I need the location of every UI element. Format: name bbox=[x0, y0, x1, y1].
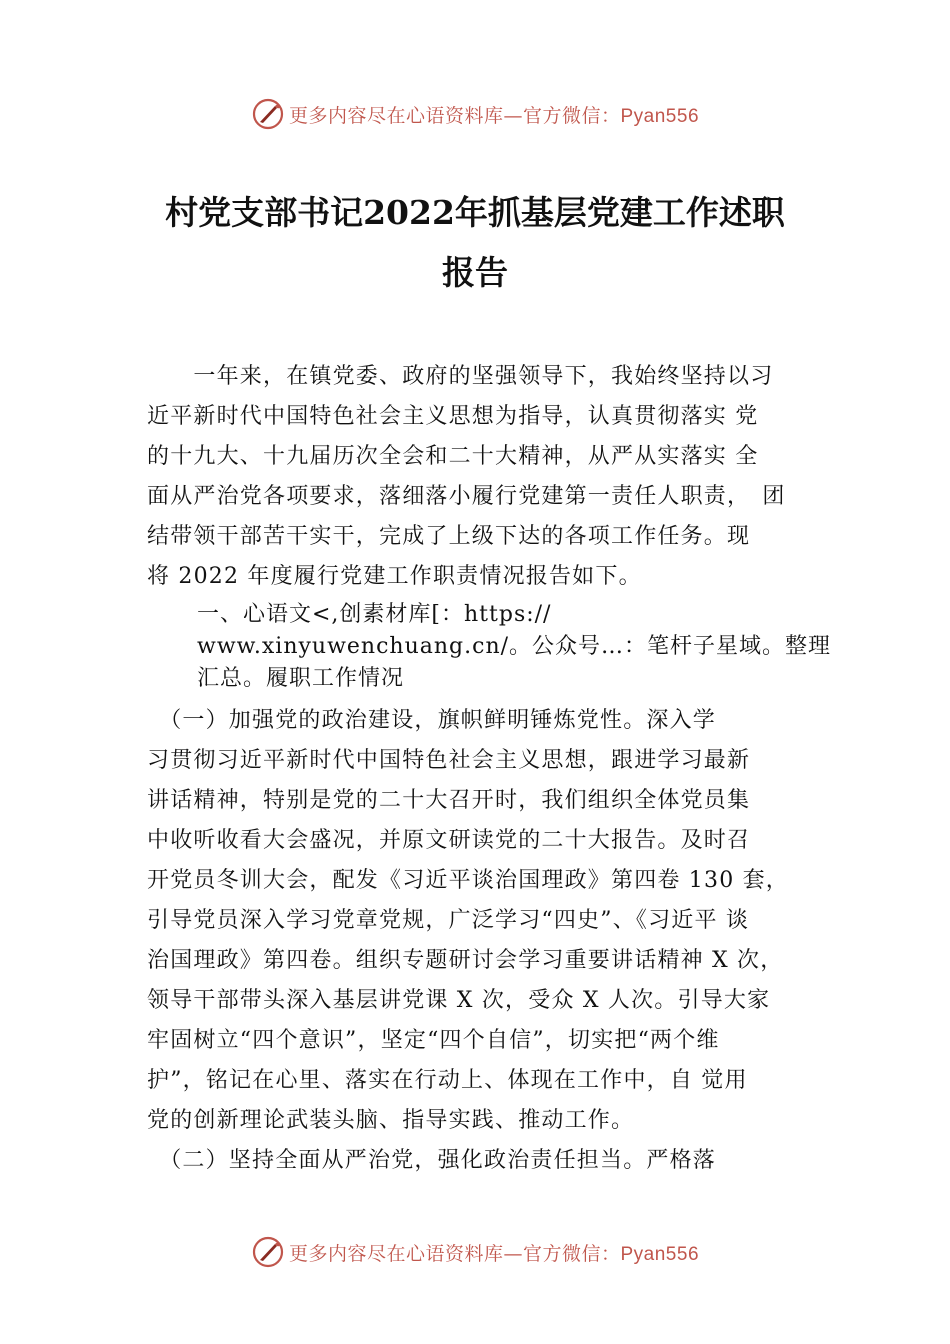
paragraph-line: 党的创新理论武装头脑、指导实践、推动工作。 bbox=[147, 1108, 635, 1133]
wechat-id: Pyan556 bbox=[620, 105, 700, 127]
document-body bbox=[147, 357, 837, 1181]
title-line-1: 村党支部书记2022年抓基层党建工作述职 bbox=[165, 193, 785, 232]
document-title bbox=[100, 183, 850, 303]
watermark-text: 更多内容尽在心语资料库—官方微信：Pyan556 bbox=[288, 1242, 700, 1265]
paragraph-line: 护”，铭记在心里、落实在行动上、体现在工作中，自 觉用 bbox=[147, 1068, 748, 1093]
paragraph-line: 中收听收看大会盛况，并原文研读党的二十大报告。及时召 bbox=[147, 828, 751, 853]
section-heading-line: 一、心语文<,创素材库[：https:// bbox=[197, 602, 552, 627]
watermark-banner-bottom bbox=[0, 1232, 950, 1272]
paragraph-line: 面从严治党各项要求，落细落小履行党建第一责任人职责， 团 bbox=[147, 484, 786, 509]
quill-seal-icon bbox=[251, 1235, 285, 1269]
section-heading-line: www.xinyuwenchuang.cn/。公众号…：笔杆子星域。整理 bbox=[197, 634, 832, 659]
paragraph-line: 牢固树立“四个意识”，坚定“四个自信”，切实把“两个维 bbox=[147, 1028, 720, 1053]
paragraph-line: 领导干部带头深入基层讲党课 X 次，受众 X 人次。引导大家 bbox=[147, 988, 771, 1013]
section-heading-line: 汇总。履职工作情况 bbox=[197, 666, 405, 691]
section-heading-1 bbox=[147, 599, 837, 695]
title-line-2: 报告 bbox=[442, 253, 508, 292]
watermark-text: 更多内容尽在心语资料库—官方微信：Pyan556 bbox=[288, 104, 700, 127]
wechat-id: Pyan556 bbox=[620, 1243, 700, 1265]
paragraph-line: 的十九大、十九届历次全会和二十大精神，从严从实落实 全 bbox=[147, 444, 759, 469]
paragraph-line: 引导党员深入学习党章党规，广泛学习“四史”、《习近平 谈 bbox=[147, 908, 750, 933]
paragraph-line: （一）加强党的政治建设，旗帜鲜明锤炼党性。深入学 bbox=[147, 708, 717, 733]
paragraph-line: （二）坚持全面从严治党，强化政治责任担当。严格落 bbox=[147, 1148, 717, 1173]
watermark-banner-top bbox=[0, 94, 950, 134]
paragraph-line: 一年来，在镇党委、政府的坚强领导下，我始终坚持以习 bbox=[147, 364, 774, 389]
paragraph-line: 讲话精神，特别是党的二十大召开时，我们组织全体党员集 bbox=[147, 788, 751, 813]
quill-seal-icon bbox=[251, 97, 285, 131]
paragraph-line: 开党员冬训大会，配发《习近平谈治国理政》第四卷 130 套， bbox=[147, 868, 789, 893]
paragraph-line: 习贯彻习近平新时代中国特色社会主义思想，跟进学习最新 bbox=[147, 748, 751, 773]
paragraph-line: 治国理政》第四卷。组织专题研讨会学习重要讲话精神 X 次， bbox=[147, 948, 784, 973]
paragraph-line: 将 2022 年度履行党建工作职责情况报告如下。 bbox=[147, 564, 642, 589]
paragraph-line: 近平新时代中国特色社会主义思想为指导，认真贯彻落实 党 bbox=[147, 404, 759, 429]
paragraph-line: 结带领干部苦干实干，完成了上级下达的各项工作任务。现 bbox=[147, 524, 751, 549]
